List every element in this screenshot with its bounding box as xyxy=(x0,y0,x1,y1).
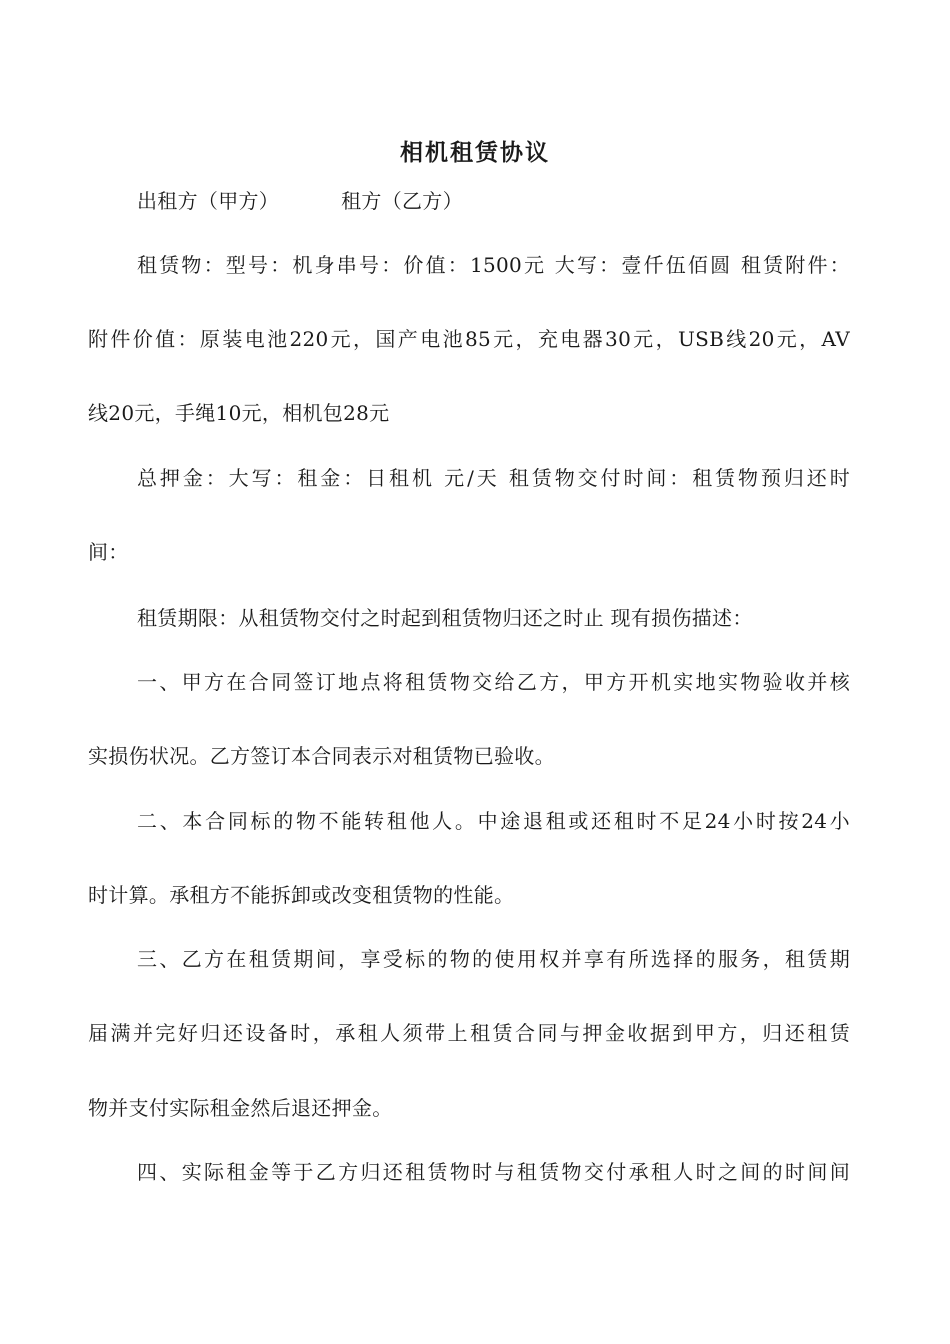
clause-4-line-1: 四、实际租金等于乙方归还租赁物时与租赁物交付承租人时之间的时间间 xyxy=(137,1160,850,1184)
clause-2-line-2: 时计算。承租方不能拆卸或改变租赁物的性能。 xyxy=(88,883,515,907)
clause-3-line-3: 物并支付实际租金然后退还押金。 xyxy=(88,1096,393,1120)
parties-line xyxy=(137,186,850,216)
clause-1-line-1: 一、甲方在合同签订地点将租赁物交给乙方，甲方开机实地实物验收并核 xyxy=(137,670,850,694)
rental-item-line-3: 线20元，手绳10元，相机包28元 xyxy=(88,401,390,425)
deposit-line-1: 总押金：大写：租金：日租机 元/天 租赁物交付时间：租赁物预归还时 xyxy=(137,466,850,490)
lessee-label: 租方（乙方） xyxy=(341,189,463,213)
clause-2-line-1: 二、本合同标的物不能转租他人。中途退租或还租时不足24小时按24小 xyxy=(137,809,850,833)
rental-term-line: 租赁期限：从租赁物交付之时起到租赁物归还之时止 现有损伤描述： xyxy=(137,606,753,630)
lessor-label: 出租方（甲方） xyxy=(137,189,280,213)
clause-3-line-2: 届满并完好归还设备时，承租人须带上租赁合同与押金收据到甲方，归还租赁 xyxy=(88,1021,850,1045)
rental-item-line-2: 附件价值：原装电池220元，国产电池85元，充电器30元，USB线20元，AV xyxy=(88,327,850,351)
clause-1-line-2: 实损伤状况。乙方签订本合同表示对租赁物已验收。 xyxy=(88,744,555,768)
rental-item-line-1: 租赁物：型号：机身串号：价值：1500元 大写：壹仟伍佰圆 租赁附件： xyxy=(137,253,850,277)
clause-3-line-1: 三、乙方在租赁期间，享受标的物的使用权并享有所选择的服务，租赁期 xyxy=(137,947,850,971)
document-title: 相机租赁协议 xyxy=(400,139,550,166)
deposit-line-2: 间： xyxy=(88,540,129,564)
